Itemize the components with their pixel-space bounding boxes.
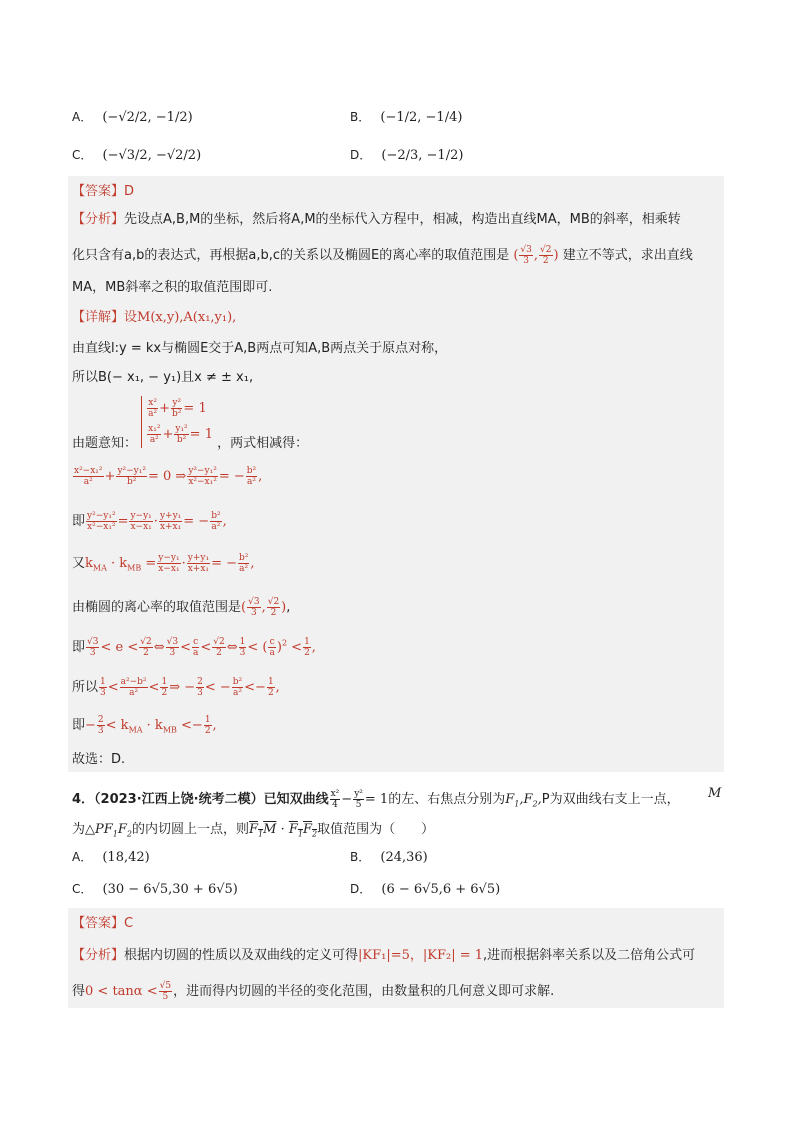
analysis-text: ，进而得内切圆的半径的变化范围，由数量积的几何意义即可求解. <box>173 984 555 999</box>
analysis-text: ,进而根据斜率关系以及二倍角公式可 <box>483 948 696 963</box>
option-value: (24,36) <box>380 850 428 865</box>
q4-option-d <box>350 880 500 897</box>
q3-analysis-line3 <box>72 276 272 295</box>
q3-option-a <box>72 108 193 125</box>
q3-detail-line3 <box>72 366 253 385</box>
q4-option-a <box>72 848 150 865</box>
detail-text: 设M(x,y),A(x₁,y₁), <box>124 310 237 325</box>
option-label: A． <box>72 850 93 864</box>
option-value: (30 − 6√5,30 + 6√5) <box>102 882 238 897</box>
answer-value: C <box>124 916 134 931</box>
analysis-text: 建立不等式，求出直线 <box>562 248 693 263</box>
detail-text: 故选：D. <box>72 752 126 767</box>
q3-analysis-line2 <box>72 244 693 266</box>
q3-detail-line9: 即 $\frac{√3}{3}$ < e < $\frac{√2}{2}$ ⇔ $\frac{√3}{3}$ < $\frac{c}{a}$ < $\frac{√2}{2}$ ⇔ $\frac{1}{3}$ < ( $\frac{c}{a}$ )$^2$ < $\frac{1}{2}$ , <box>72 637 316 658</box>
question-text: 取值范围为（ ） <box>317 822 435 837</box>
detail-tag: 【详解】 <box>72 310 125 325</box>
option-value: (−√2/2, −1/2) <box>102 110 193 125</box>
detail-text: ，两式相减得： <box>217 436 309 451</box>
option-label: B． <box>350 110 371 124</box>
question-text: 的内切圆上一点，则 <box>132 822 250 837</box>
option-label: A． <box>72 110 93 124</box>
q3-option-d <box>350 146 463 163</box>
q4-analysis-line2: 得0 < tanα < $\frac{√5}{5}$ ，进而得内切圆的半径的变化范围，由数量积的几何意义即可求解. <box>72 981 555 1002</box>
analysis-text: 得 <box>72 984 86 999</box>
detail-text: 由直线l:y = kx与椭圆E交于A,B两点可知A,B两点关于原点对称， <box>72 341 448 356</box>
q3-option-c <box>72 146 201 163</box>
q3-detail-line6: 即 $\frac{\text{y²−y₁²}}{\text{x²−x₁²}}$ = $\frac{\text{y−y₁}}{\text{x−x₁}}$ · $\frac{\text{y+y₁}}{\text{x+x₁}}$ = − $\frac{\text{b²}}{\text{a²}}$ , <box>72 511 227 532</box>
answer-tag: 【答案】 <box>72 916 125 931</box>
answer-tag: 【答案】 <box>72 184 125 199</box>
analysis-tag: 【分析】 <box>72 948 125 963</box>
detail-text: = 0 ⇒ <box>147 469 187 484</box>
q3-detail-line7: 又$k_{MA} \cdot k_{MB}$ = $\frac{\text{y−y₁}}{\text{x−x₁}}$ · $\frac{\text{y+y₁}}{\text{x+x₁}}$ = − $\frac{\text{b²}}{\text{a²}}$ , <box>72 553 255 574</box>
q4-answer <box>72 912 133 931</box>
detail-text: 即 <box>72 514 86 529</box>
question-text: 为△ <box>72 822 95 837</box>
analysis-text: MA，MB斜率之积的取值范围即可. <box>72 280 273 295</box>
question-text: P为双曲线右支上一点， <box>541 792 680 807</box>
q3-detail-line2 <box>72 337 447 356</box>
q3-detail-line1 <box>72 306 236 325</box>
option-value: (−2/3, −1/2) <box>381 148 464 163</box>
detail-text: 所以B(− x₁, − y₁)且x ≠ ± x₁, <box>72 370 254 385</box>
q3-analysis-line1 <box>72 208 681 227</box>
answer-value: D <box>124 184 135 199</box>
option-value: (18,42) <box>102 850 150 865</box>
option-value: (−1/2, −1/4) <box>380 110 463 125</box>
q4-stem-line2: 为$\triangle PF_1F_2$的内切圆上一点，则$F_1M \cdot F_1F_2$取值范围为（ ） <box>72 822 435 839</box>
detail-text: 即 <box>72 640 86 655</box>
q3-detail-line8: 由椭圆的离心率的取值范围是( $\frac{√3}{3}$ , $\frac{√2}{2}$ ), <box>72 597 291 618</box>
analysis-text: 根据内切圆的性质以及双曲线的定义可得 <box>124 948 359 963</box>
detail-text: 由椭圆的离心率的取值范围是 <box>72 600 242 615</box>
option-label: C． <box>72 882 93 896</box>
option-value: (−√3/2, −√2/2) <box>102 148 202 163</box>
detail-text: 由题意知： <box>72 436 138 451</box>
option-label: B． <box>350 850 371 864</box>
q3-detail-line10: 所以 $\frac{1}{3}$ < $\frac{\text{a²−b²}}{\text{a²}}$ < $\frac{1}{2}$ ⇒ − $\frac{2}{3}$ < − $\frac{\text{b²}}{\text{a²}}$ <− $\frac{1}{2}$ , <box>72 677 280 698</box>
q4-analysis-line1 <box>72 944 695 963</box>
analysis-formula: |KF₁|=5，|KF₂| = 1 <box>358 948 484 963</box>
q3-detail-line11: 即− $\frac{2}{3}$ < $k_{MA} \cdot k_{MB}$ <− $\frac{1}{2}$ , <box>72 715 217 736</box>
q4-option-b <box>350 848 428 865</box>
q3-option-b <box>350 108 462 125</box>
eccentricity-range: ( $\frac{√3}{3}$ , $\frac{√2}{2}$ ) <box>513 245 559 266</box>
q4-point-m: M <box>708 786 722 801</box>
q3-detail-system <box>72 396 309 451</box>
option-value: (6 − 6√5,6 + 6√5) <box>381 882 501 897</box>
analysis-text: 化只含有a,b的表达式，再根据a,b,c的关系以及椭圆E的离心率的取值范围是 <box>72 248 510 263</box>
q4-option-c <box>72 880 238 897</box>
option-label: C． <box>72 148 93 162</box>
option-label: D． <box>350 148 372 162</box>
detail-text: 即 <box>72 718 86 733</box>
question-text: 4．（2023·江西上饶·统考二模）已知双曲线 <box>72 792 329 807</box>
analysis-text: 先设点A,B,M的坐标，然后将A,M的坐标代入方程中，相减，构造出直线MA，MB的斜率，相乘转 <box>124 212 681 227</box>
equation-system: $\frac{\text{x²}}{\text{a²}}$ + $\frac{\text{y²}}{\text{b²}}$ = 1 $\frac{\text{x₁²}}{\text{a²}}$ + $\frac{\text{y₁²}}{\text{b²}}$ = 1 <box>141 396 213 448</box>
question-text: 的左、右焦点分别为 <box>388 792 506 807</box>
q4-stem-line1: 4．（2023·江西上饶·统考二模）已知双曲线 $\frac{\text{x²}}{4}$ − $\frac{\text{y²}}{5}$ = 1的左、右焦点分别为$F_1,F_2,P$为双曲线右支上一点， <box>72 789 680 810</box>
detail-text: 所以 <box>72 680 99 695</box>
option-label: D． <box>350 882 372 896</box>
analysis-tag: 【分析】 <box>72 212 125 227</box>
q3-detail-line5: $\frac{\text{x²−x₁²}}{\text{a²}}$ + $\frac{\text{y²−y₁²}}{\text{b²}}$ = 0 ⇒ $\frac{\text{y²−y₁²}}{\text{x²−x₁²}}$ = − $\frac{\text{b²}}{\text{a²}}$ , <box>74 466 263 487</box>
q3-detail-line12 <box>72 748 125 767</box>
q3-answer <box>72 180 134 199</box>
